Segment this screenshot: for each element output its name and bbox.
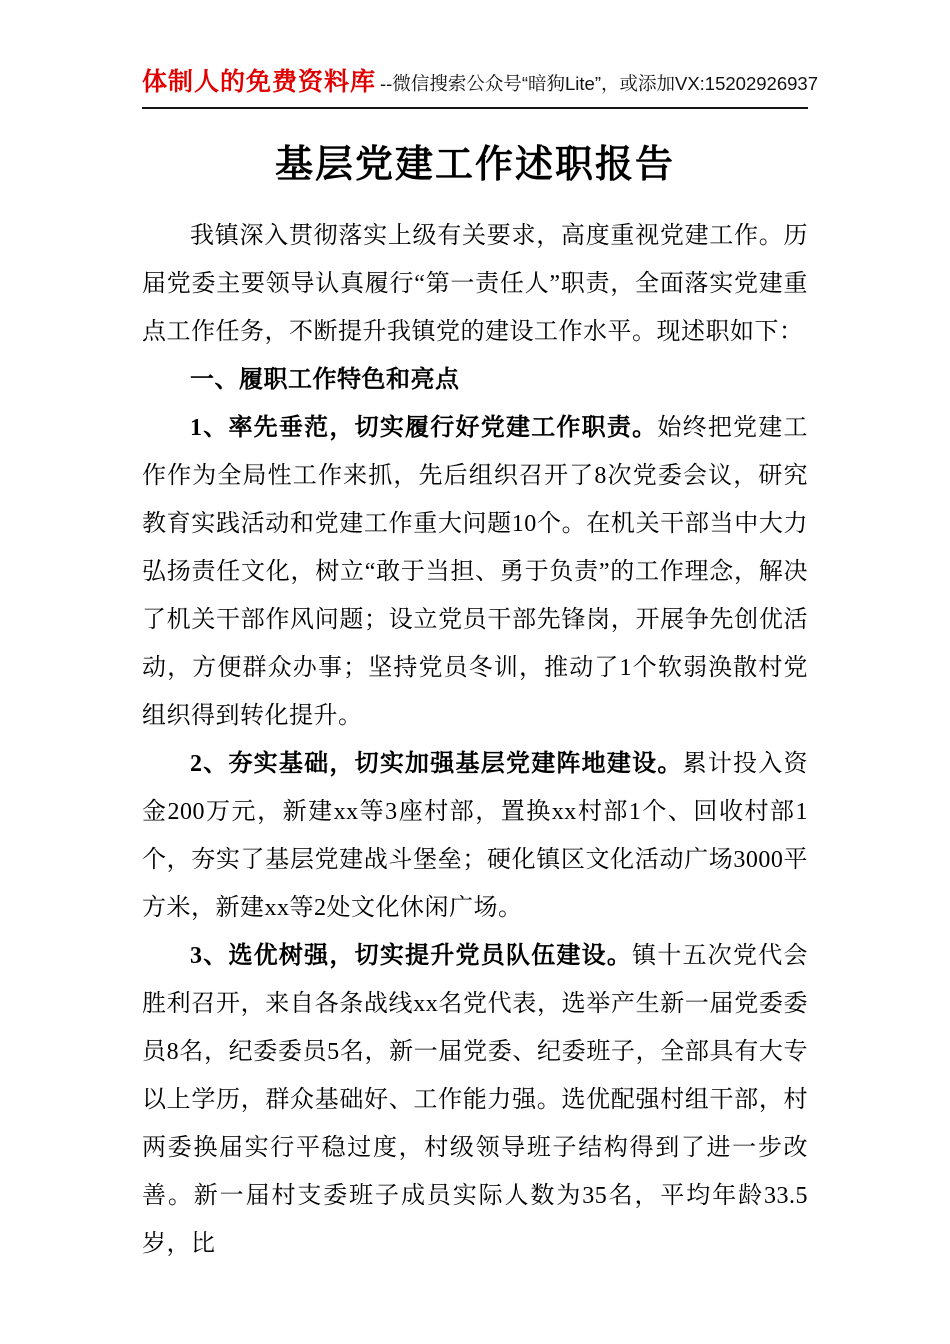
promo-brand-text: 体制人的免费资料库 [142, 68, 377, 96]
numbered-paragraph-3 [142, 932, 808, 1268]
paragraph-1-lead: 1、率先垂范，切实履行好党建工作职责。 [190, 415, 658, 441]
numbered-paragraph-2 [142, 740, 808, 932]
section-1-heading: 一、履职工作特色和亮点 [190, 367, 460, 393]
promo-header [142, 62, 818, 109]
paragraph-3-body: 镇十五次党代会胜利召开，来自各条战线xx名党代表，选举产生新一届党委委员8名，纪委委员5名，新一届党委、纪委班子，全部具有大专以上学历，群众基础好、工作能力强。选优配强村组干部，村两委换届实行平稳过度，村级领导班子结构得到了进一步改善。新一届村支委班子成员实际人数为35名，平均年龄33.5岁，比 [142, 943, 808, 1257]
promo-tagline-text: --微信搜索公众号“暗狗Lite”，或添加VX:15202926937 [380, 73, 818, 94]
document-body [142, 212, 808, 1268]
paragraph-1-body: 始终把党建工作作为全局性工作来抓，先后组织召开了8次党委会议，研究教育实践活动和党建工作重大问题10个。在机关干部当中大力弘扬责任文化，树立“敢于当担、勇于负责”的工作理念，解决了机关干部作风问题；设立党员干部先锋岗，开展争先创优活动，方便群众办事；坚持党员冬训，推动了1个软弱涣散村党组织得到转化提升。 [142, 415, 809, 729]
paragraph-2-body: 累计投入资金200万元，新建xx等3座村部，置换xx村部1个、回收村部1个，夯实了基层党建战斗堡垒；硬化镇区文化活动广场3000平方米，新建xx等2处文化休闲广场。 [142, 751, 809, 921]
paragraph-2-lead: 2、夯实基础，切实加强基层党建阵地建设。 [190, 751, 683, 777]
intro-paragraph: 我镇深入贯彻落实上级有关要求，高度重视党建工作。历届党委主要领导认真履行“第一责任人”职责，全面落实党建重点工作任务，不断提升我镇党的建设工作水平。现述职如下： [142, 223, 808, 345]
paragraph-3-lead: 3、选优树强，切实提升党员队伍建设。 [190, 943, 633, 969]
numbered-paragraph-1 [142, 404, 808, 740]
document-title: 基层党建工作述职报告 [274, 144, 675, 186]
